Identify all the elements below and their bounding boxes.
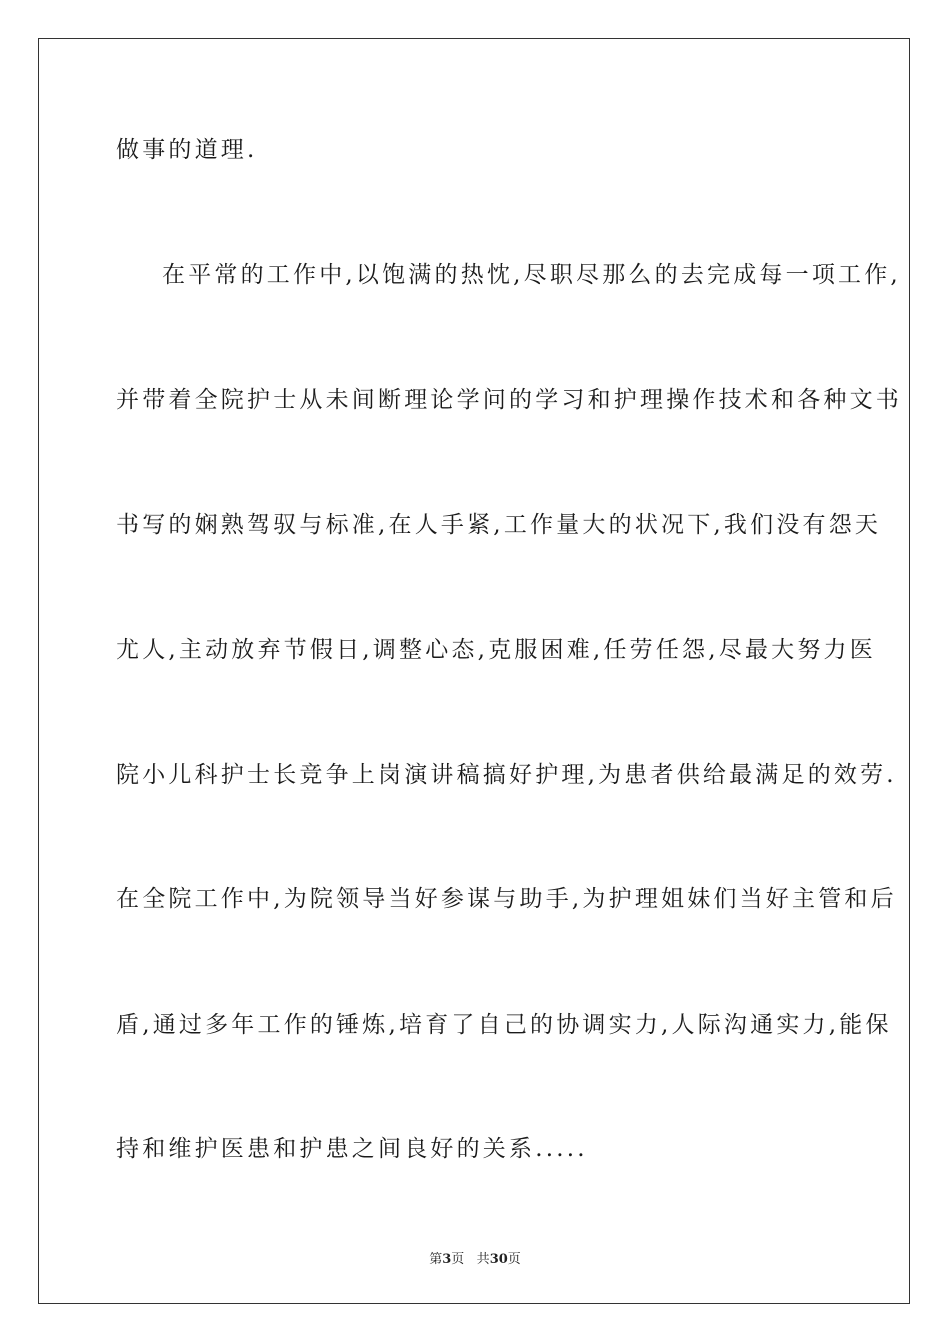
page-current: 3 xyxy=(442,1252,452,1267)
text-line-6: 院小儿科护士长竞争上岗演讲稿搞好护理,为患者供给最满足的效劳. xyxy=(116,762,897,788)
page-suffix: 页 xyxy=(451,1252,465,1267)
page-prefix: 第 xyxy=(429,1252,443,1267)
text-line-4: 书写的娴熟驾驭与标准,在人手紧,工作量大的状况下,我们没有怨天 xyxy=(116,512,882,538)
text-line-9: 持和维护医患和护患之间良好的关系..... xyxy=(116,1136,588,1162)
page-footer xyxy=(0,1248,950,1267)
total-prefix: 共 xyxy=(476,1252,490,1267)
text-line-1: 做事的道理. xyxy=(116,137,258,163)
page-border xyxy=(38,38,910,1304)
text-line-2: 在平常的工作中,以饱满的热忱,尽职尽那么的去完成每一项工作, xyxy=(162,262,901,288)
text-line-5: 尤人,主动放弃节假日,调整心态,克服困难,任劳任怨,尽最大努力医 xyxy=(116,637,876,663)
text-line-3: 并带着全院护士从未间断理论学问的学习和护理操作技术和各种文书 xyxy=(116,387,902,413)
total-suffix: 页 xyxy=(507,1252,521,1267)
total-pages: 30 xyxy=(489,1252,508,1267)
text-line-8: 盾,通过多年工作的锤炼,培育了自己的协调实力,人际沟通实力,能保 xyxy=(116,1012,892,1038)
text-line-7: 在全院工作中,为院领导当好参谋与助手,为护理姐妹们当好主管和后 xyxy=(116,886,897,912)
